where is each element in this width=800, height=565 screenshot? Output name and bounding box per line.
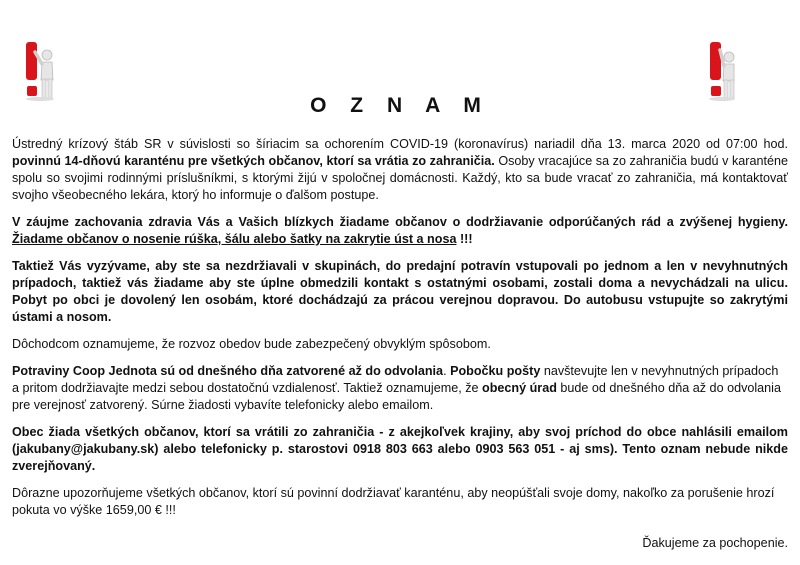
thanks-text: Ďakujeme za pochopenie. xyxy=(642,536,788,550)
mask-requirement: Žiadame občanov o nosenie rúška, šálu alebo šatky na zakrytie úst a nosa xyxy=(12,232,457,246)
paragraph-penalty: Dôrazne upozorňujeme všetkých občanov, ktorí sú povinní dodržiavať karanténu, aby neopúšťali svoje domy, nakoľko za porušenie hrozí pokuta vo výške 1659,00 € !!! xyxy=(12,486,775,517)
notice-body xyxy=(12,136,788,562)
paragraph-closures: Potraviny Coop Jednota sú od dnešného dňa zatvorené až do odvolania. Pobočku pošty navštevujte len v nevyhnutných prípadoch a pritom dodržiavajte medzi sebou dostatočnú vzdialenosť. Taktiež oznamujeme, že obecný úrad bude od dnešného dňa až do odvolania pre verejnosť zatvorený. Súrne žiadosti vybavíte telefonicky alebo emailom. xyxy=(12,364,781,412)
paragraph-report-arrival: Obec žiada všetkých občanov, ktorí sa vrátili zo zahraničia - z akejkoľvek krajiny, aby svoj príchod do obce nahlásili emailom (jakubany@jakubany.sk) alebo telefonicky p. starostovi 0918 803 663 alebo 0903 563 051 - aj sms). Tento oznam nebude nikde zverejňovaný. xyxy=(12,425,788,473)
quarantine-emphasis: povinnú 14-dňovú karanténu pre všetkých občanov, ktorí sa vrátia zo zahraničia. xyxy=(12,154,495,168)
paragraph-quarantine: Ústredný krízový štáb SR v súvislosti so šíriacim sa ochorením COVID-19 (koronavírus) nariadil dňa 13. marca 2020 od 07:00 hod. povinnú 14-dňovú karanténu pre všetkých občanov, ktorí sa vrátia zo zahraničia. Osoby vracajúce sa zo zahraničia budú v karanténe spolu so svojimi rodinnými príslušníkmi, s ktorými žijú v spoločnej domácnosti. Každý, kto sa bude vracať zo zahraničia, má kontaktovať svojho všeobecného lekára, ktorý ho informuje o ďalšom postupe. xyxy=(12,137,788,202)
paragraph-hygiene: V záujme zachovania zdravia Vás a Vašich blízkych žiadame občanov o dodržiavanie odporúčaných rád a zvýšenej hygieny. Žiadame občanov o nosenie rúška, šálu alebo šatky na zakrytie úst a nosa !!! xyxy=(12,215,788,246)
notice-title: O Z N A M xyxy=(310,94,490,117)
paragraph-gatherings: Taktiež Vás vyzývame, aby ste sa nezdržiavali v skupinách, do predajní potravín vstupovali po jednom a len v nevyhnutných prípadoch, taktiež vás žiadame aby ste úplne obmedzili kontakt s ostatnými osobami, zostali doma a nevychádzali na ulicu. Pobyt po obci je dovolený len osobám, ktoré dochádzajú za prácou verejnou dopravou. Do autobusu vstupujte so zakrytými ústami a nosom. xyxy=(12,259,788,324)
exclamation-figure-icon xyxy=(702,38,736,102)
paragraph-lunch-delivery: Dôchodcom oznamujeme, že rozvoz obedov bude zabezpečený obvyklým spôsobom. xyxy=(12,337,491,351)
exclamation-figure-icon xyxy=(22,38,56,102)
